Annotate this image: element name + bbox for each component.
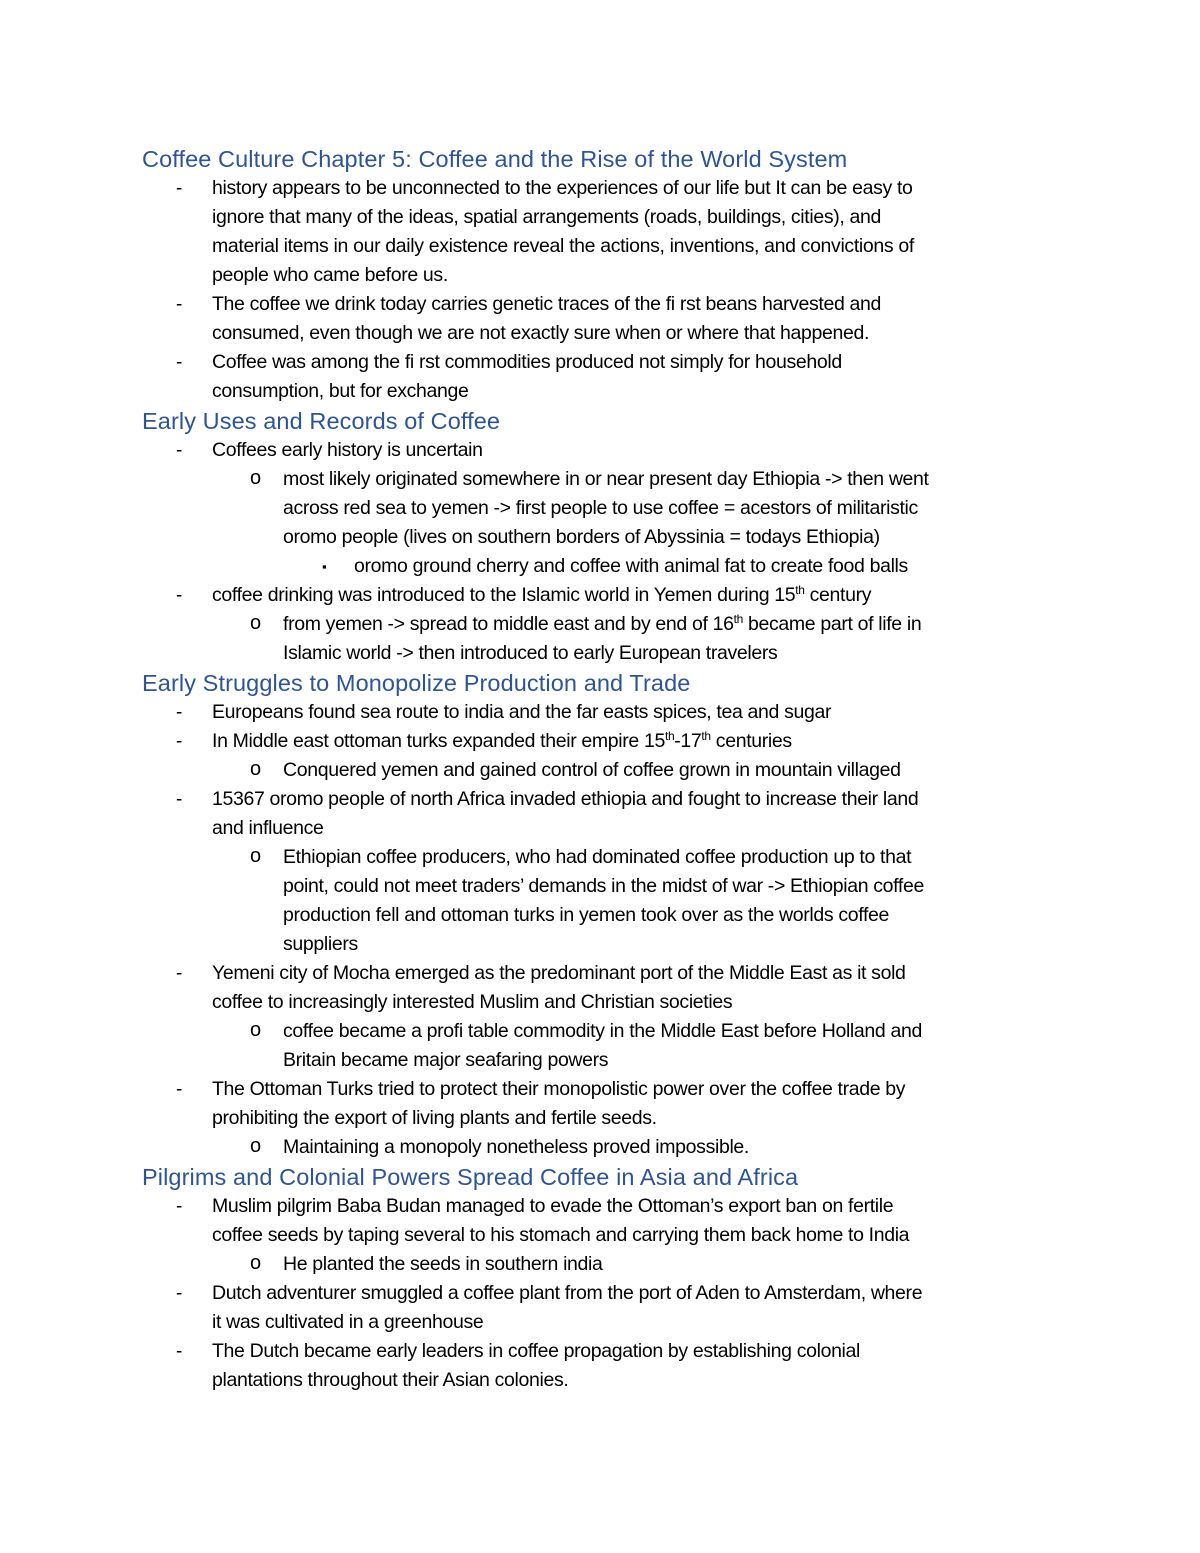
list-item-text — [212, 698, 1062, 727]
text-line: ignore that many of the ideas, spatial arrangements (roads, buildings, cities), and — [212, 206, 881, 228]
text-line: Britain became major seafaring powers — [283, 1049, 609, 1071]
list-item-text — [283, 1250, 1062, 1279]
list-item — [142, 1279, 1062, 1337]
list-item — [142, 1017, 1062, 1075]
superscript: th — [701, 729, 711, 743]
text-run: coffee drinking was introduced to the Islamic world in Yemen during 15 — [212, 584, 796, 606]
circle-bullet-icon: o — [250, 1019, 261, 1041]
text-line: oromo people (lives on southern borders of Abyssinia = todays Ethiopia) — [283, 526, 880, 548]
list-item-text — [283, 465, 1062, 552]
circle-bullet-icon: o — [250, 758, 261, 780]
circle-bullet-icon: o — [250, 612, 261, 634]
text-line: Coffees early history is uncertain — [212, 439, 483, 461]
list-item-text — [212, 959, 1062, 1017]
list-item — [142, 610, 1062, 668]
text-line: Ethiopian coffee producers, who had dominated coffee production up to that — [283, 846, 912, 868]
section-heading: Coffee Culture Chapter 5: Coffee and the Rise of the World System — [142, 146, 848, 172]
circle-bullet-icon: o — [250, 1135, 261, 1157]
list-item — [142, 727, 1062, 756]
list-item — [142, 1250, 1062, 1279]
section-heading: Early Struggles to Monopolize Production and Trade — [142, 670, 691, 696]
list-item-text — [283, 1017, 1062, 1075]
dash-bullet-icon: - — [176, 178, 182, 199]
dash-bullet-icon: - — [176, 352, 182, 373]
text-line: most likely originated somewhere in or near present day Ethiopia -> then went — [283, 468, 929, 490]
text-run: -17 — [674, 730, 702, 752]
text-line: it was cultivated in a greenhouse — [212, 1311, 484, 1333]
dash-bullet-icon: - — [176, 440, 182, 461]
text-line — [283, 613, 921, 635]
text-run: from yemen -> spread to middle east and by end of 16 — [283, 613, 734, 635]
circle-bullet-icon: o — [250, 845, 261, 867]
text-line: Dutch adventurer smuggled a coffee plant from the port of Aden to Amsterdam, where — [212, 1282, 923, 1304]
text-line: across red sea to yemen -> first people to use coffee = acestors of militaristic — [283, 497, 918, 519]
dash-bullet-icon: - — [176, 702, 182, 723]
dash-bullet-icon: - — [176, 1196, 182, 1217]
text-line: Muslim pilgrim Baba Budan managed to evade the Ottoman’s export ban on fertile — [212, 1195, 894, 1217]
list-item — [142, 465, 1062, 552]
text-line: plantations throughout their Asian colonies. — [212, 1369, 569, 1391]
text-line: material items in our daily existence reveal the actions, inventions, and convictions of — [212, 235, 914, 257]
text-line: He planted the seeds in southern india — [283, 1253, 603, 1275]
text-line: production fell and ottoman turks in yemen took over as the worlds coffee — [283, 904, 890, 926]
text-line: point, could not meet traders’ demands in the midst of war -> Ethiopian coffee — [283, 875, 924, 897]
dash-bullet-icon: - — [176, 585, 182, 606]
list-item — [142, 348, 1062, 406]
section-heading: Pilgrims and Colonial Powers Spread Coffee in Asia and Africa — [142, 1164, 799, 1190]
list-item — [142, 1192, 1062, 1250]
text-line: Coffee was among the fi rst commodities produced not simply for household — [212, 351, 842, 373]
text-line: Europeans found sea route to india and the far easts spices, tea and sugar — [212, 701, 832, 723]
text-line: coffee seeds by taping several to his stomach and carrying them back home to India — [212, 1224, 910, 1246]
list-item — [142, 843, 1062, 959]
list-item-text — [212, 290, 1062, 348]
list-item-text — [283, 756, 1062, 785]
text-line: and influence — [212, 817, 324, 839]
text-line: coffee became a profi table commodity in the Middle East before Holland and — [283, 1020, 922, 1042]
list-item-text — [283, 843, 1062, 959]
section-list — [142, 698, 1062, 1162]
section-heading: Early Uses and Records of Coffee — [142, 408, 501, 434]
list-item — [142, 756, 1062, 785]
superscript: th — [664, 729, 675, 743]
text-line: history appears to be unconnected to the experiences of our life but It can be easy to — [212, 177, 913, 199]
list-item-text — [212, 785, 1062, 843]
list-item-text — [212, 727, 1062, 756]
text-line: The Dutch became early leaders in coffee propagation by establishing colonial — [212, 1340, 861, 1362]
list-item — [142, 174, 1062, 290]
list-item — [142, 1337, 1062, 1395]
text-run: In Middle east ottoman turks expanded their empire 15 — [212, 730, 665, 752]
document-body — [142, 144, 1062, 1395]
circle-bullet-icon: o — [250, 1252, 261, 1274]
dash-bullet-icon: - — [176, 789, 182, 810]
text-line — [212, 584, 871, 606]
list-item — [142, 436, 1062, 465]
text-line: oromo ground cherry and coffee with animal fat to create food balls — [354, 555, 908, 577]
text-line: prohibiting the export of living plants and fertile seeds. — [212, 1107, 657, 1129]
dash-bullet-icon: - — [176, 1341, 182, 1362]
list-item-text — [354, 552, 1062, 581]
list-item-text — [212, 436, 1062, 465]
text-line: Yemeni city of Mocha emerged as the predominant port of the Middle East as it sold — [212, 962, 906, 984]
list-item-text — [212, 348, 1062, 406]
dash-bullet-icon: - — [176, 1283, 182, 1304]
list-item-text — [212, 1279, 1062, 1337]
list-item-text — [212, 1192, 1062, 1250]
text-line: Conquered yemen and gained control of coffee grown in mountain villaged — [283, 759, 901, 781]
text-run: centuries — [710, 730, 792, 752]
text-line: The Ottoman Turks tried to protect their monopolistic power over the coffee trade by — [212, 1078, 906, 1100]
text-line: Islamic world -> then introduced to early European travelers — [283, 642, 778, 664]
list-item-text — [283, 610, 1062, 668]
superscript: th — [733, 612, 743, 626]
text-run: century — [804, 584, 872, 606]
list-item-text — [212, 174, 1062, 290]
section-list — [142, 174, 1062, 406]
list-item — [142, 581, 1062, 610]
text-line: The coffee we drink today carries genetic traces of the fi rst beans harvested and — [212, 293, 881, 315]
list-item-text — [283, 1133, 1062, 1162]
text-line: consumption, but for exchange — [212, 380, 469, 402]
list-item — [142, 1133, 1062, 1162]
text-line: Maintaining a monopoly nonetheless proved impossible. — [283, 1136, 749, 1158]
list-item — [142, 785, 1062, 843]
list-item — [142, 552, 1062, 581]
section-list — [142, 1192, 1062, 1395]
section-list — [142, 436, 1062, 668]
text-line: coffee to increasingly interested Muslim and Christian societies — [212, 991, 733, 1013]
list-item-text — [212, 581, 1062, 610]
list-item — [142, 1075, 1062, 1133]
list-item-text — [212, 1075, 1062, 1133]
list-item — [142, 959, 1062, 1017]
text-line: consumed, even though we are not exactly sure when or where that happened. — [212, 322, 870, 344]
list-item-text — [212, 1337, 1062, 1395]
circle-bullet-icon: o — [250, 467, 261, 489]
dash-bullet-icon: - — [176, 1079, 182, 1100]
dash-bullet-icon: - — [176, 294, 182, 315]
text-line: suppliers — [283, 933, 358, 955]
superscript: th — [795, 583, 805, 597]
dash-bullet-icon: - — [176, 731, 182, 752]
text-line: 15367 oromo people of north Africa invaded ethiopia and fought to increase their land — [212, 788, 919, 810]
list-item — [142, 698, 1062, 727]
text-run: became part of life in — [742, 613, 922, 635]
text-line: people who came before us. — [212, 264, 448, 286]
dash-bullet-icon: - — [176, 963, 182, 984]
text-line — [212, 730, 792, 752]
square-bullet-icon: ▪ — [322, 559, 327, 574]
list-item — [142, 290, 1062, 348]
